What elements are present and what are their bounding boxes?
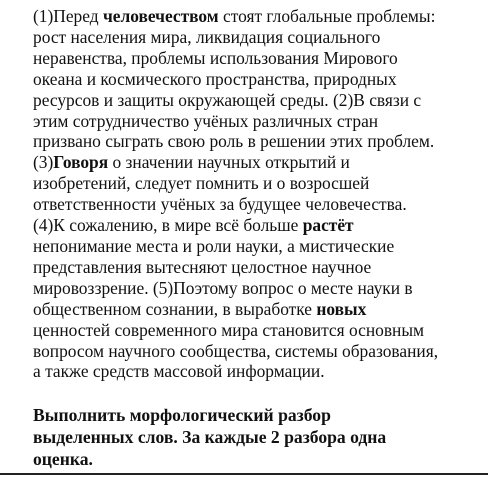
task-instruction [33,404,473,470]
task-line: оценка. [33,449,93,469]
text-segment: этим сотрудничество учёных различных стран [33,110,379,131]
text-segment: представления вытесняют целостное научное [33,256,372,277]
highlighted-word: Говоря [53,152,109,173]
text-line [33,173,473,194]
text-segment: неравенства, проблемы использования Мирового [33,47,398,68]
text-segment: вопросом научного сообщества, системы образования, [33,340,439,361]
text-segment: общественном сознании, в выработке [33,298,317,319]
text-line [33,69,473,90]
text-segment: (1)Перед [33,6,103,26]
text-segment: а также средств массовой информации. [33,361,325,382]
text-segment: океана и космического пространства, природных [33,68,397,89]
text-line [33,299,473,320]
text-line [33,131,473,152]
text-line [33,152,473,173]
task-line: Выполнить морфологический разбор [33,405,331,425]
bottom-divider [0,473,488,475]
highlighted-word: человечеством [102,6,219,26]
text-segment: рост населения мира, ликвидация социального [33,26,381,47]
text-segment: (3) [33,152,54,173]
highlighted-word: растёт [302,215,354,236]
text-segment: призвано сыграть свою роль в решении этих проблем. [33,131,435,152]
text-line [33,194,473,215]
text-segment: изобретений, следует помнить и о возросшей [33,173,370,194]
text-segment: ценностей современного мира становится основным [33,319,425,340]
text-line [33,278,473,299]
text-line [33,90,473,111]
text-line [33,48,473,69]
text-line [33,341,473,362]
text-line [33,361,473,382]
text-segment: о значении научных открытий и [108,152,350,173]
text-segment: ответственности учёных за будущее человечества. [33,194,407,215]
text-line [33,6,473,27]
task-line: выделенных слов. За каждые 2 разбора одна [33,427,387,447]
text-line [33,215,473,236]
text-line [33,236,473,257]
text-segment: стоят глобальные проблемы: [218,6,436,26]
text-line [33,257,473,278]
source-text-paragraph [33,6,473,382]
text-segment: (4)К сожалению, в мире всё больше [33,215,303,236]
text-segment: мировоззрение. (5)Поэтому вопрос о месте науки в [33,277,413,298]
text-line [33,27,473,48]
text-line [33,320,473,341]
text-line [33,111,473,132]
text-segment: непонимание места и роли науки, а мистические [33,235,395,256]
highlighted-word: новых [316,298,367,319]
text-segment: ресурсов и защиты окружающей среды. (2)В связи с [33,89,422,110]
